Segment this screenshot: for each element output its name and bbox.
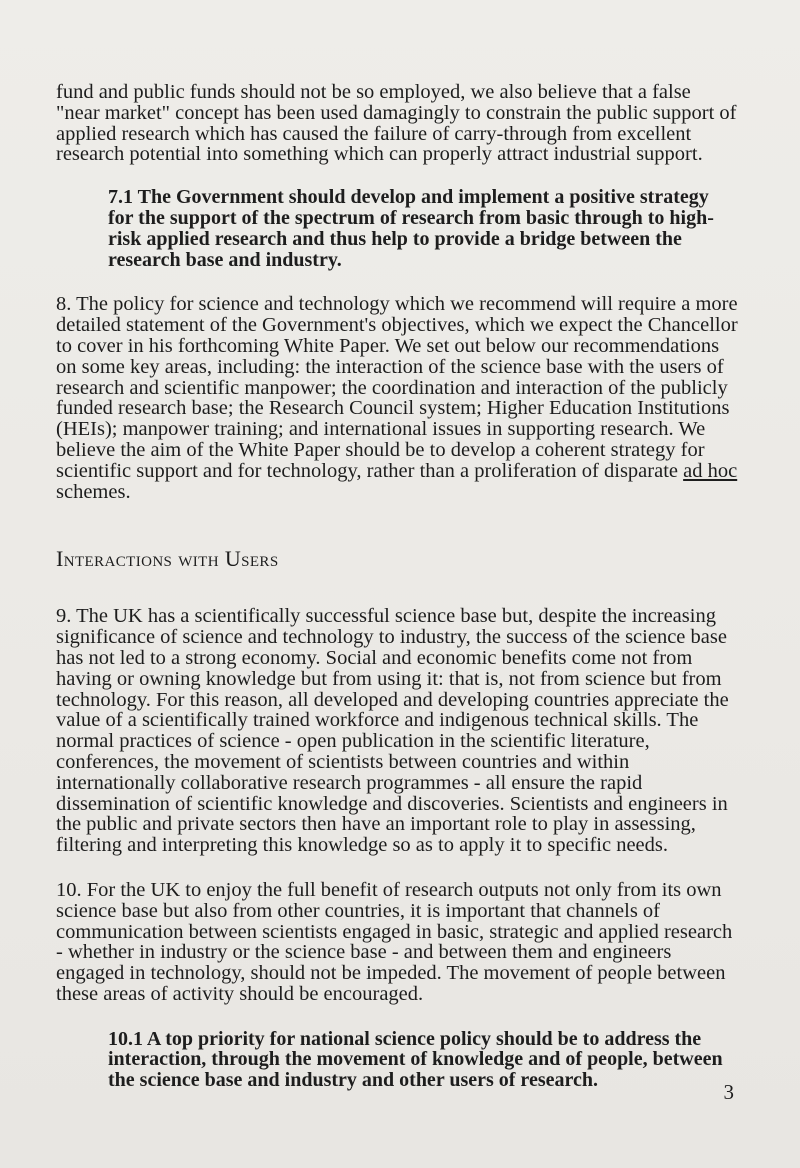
paragraph-9: 9. The UK has a scientifically successful science base but, despite the increasing significance of science and technology to industry, the success of the science base has not led to a strong economy. Social and economic benefits come not from having or owning knowledge but from using it: that is, not from science but from technology. For this reason, all developed and developing countries appreciate the value of a scientifically trained workforce and indigenous technical skills. The normal practices of science - open publication in the scientific literature, conferences, the movement of scientists between countries and within internationally collaborative research programmes - all ensure the rapid dissemination of scientific knowledge and discoveries. Scientists and engineers in the public and private sectors then have an important role to play in assessing, filtering and interpreting this knowledge so as to apply it to specific needs.: [56, 605, 729, 857]
lead-paragraph: fund and public funds should not be so employed, we also believe that a false "near market" concept has been used damagingly to constrain the public support of applied research which has caused the failure of carry-through from excellent research potential into something which can properly attract industrial support.: [56, 81, 737, 166]
page-number: 3: [723, 1080, 734, 1104]
paragraph-8-end: schemes.: [56, 480, 131, 503]
paragraph-8: [56, 294, 738, 502]
paragraph-8-text: 8. The policy for science and technology which we recommend will require a more detailed statement of the Government's objectives, which we expect the Chancellor to cover in his forthcoming White Paper. We set out below our recommendations on some key areas, including: the interaction of the science base with the users of research and scientific manpower; the coordination and interaction of the publicly funded research base; the Research Council system; Higher Education Institutions (HEIs); manpower training; and international issues in supporting research. We believe the aim of the White Paper should be to develop a coherent strategy for scientific support and for technology, rather than a proliferation of disparate: [56, 293, 738, 482]
recommendation-7-1: 7.1 The Government should develop and implement a positive strategy for the support of the spectrum of research from basic through to high-risk applied research and thus help to provide a bridge between the research base and industry.: [108, 186, 714, 271]
ad-hoc-underlined: ad hoc: [683, 459, 738, 482]
recommendation-10-1: 10.1 A top priority for national science policy should be to address the interaction, through the movement of knowledge and of people, between the science base and industry and other users of research.: [108, 1027, 723, 1092]
paragraph-10: 10. For the UK to enjoy the full benefit of research outputs not only from its own science base but also from other countries, it is important that channels of communication between scientists engaged in basic, strategic and applied research - whether in industry or the science base - and between them and engineers engaged in technology, should not be impeded. The movement of people between these areas of activity should be encouraged.: [56, 878, 733, 1005]
section-heading: Interactions with Users: [56, 546, 279, 572]
